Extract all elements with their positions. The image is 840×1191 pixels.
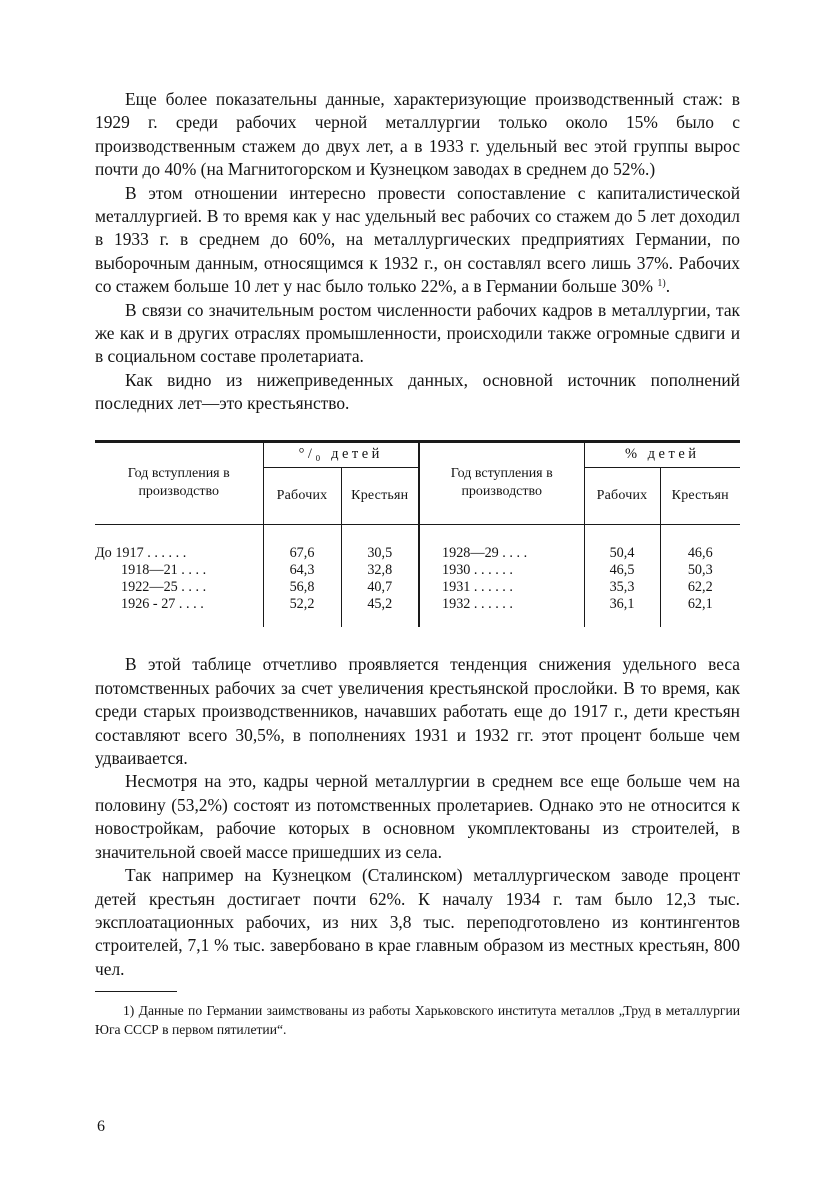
paragraph-3: В связи со значительным ростом численности рабочих кадров в металлургии, так же как и в других отраслях промышленности, происходили также огромные сдвиги и в социальном составе пролетариата. [95, 299, 740, 367]
paragraph-4: Как видно из нижеприведенных данных, основной источник пополнений последних лет—это крестьянство. [95, 369, 740, 414]
right-workers-values [584, 524, 660, 627]
col-workers-left: Рабочих [263, 467, 341, 524]
paragraph-5: В этой таблице отчетливо проявляется тенденция снижения удельного веса потомственных рабочих за счет увеличения крестьянской прослойки. В то время, как среди старых производственников, начавших работать еще до 1917 г., дети крестьян составляют всего 30,5%, в пополнениях 1931 и 1932 гг. этот процент больше чем удваивается. [95, 654, 740, 769]
year-header-right: Год вступления в производство [419, 441, 584, 524]
table-cell: 62,2 [687, 579, 713, 596]
table-row-label: 1932 . . . . . . [442, 596, 513, 613]
footnote-reference: 1) [657, 278, 666, 290]
col-peasants-right: Крестьян [660, 467, 740, 524]
right-labels [419, 524, 584, 627]
paragraph-2-text: В этом отношении интересно провести сопоставление с капиталистической металлургией. В то время как у нас удельный вес рабочих со стажем до 5 лет доходил в 1933 г. в среднем до 60%, на металлургических предприятиях Германии, по выборочным данным, относящимся к 1932 г., он составлял всего лишь 37%. Рабочих со стажем больше 10 лет у нас было только 22%, а в Германии больше 30% [95, 182, 740, 297]
table-cell: 46,5 [609, 561, 635, 578]
table-cell: 45,2 [367, 596, 393, 613]
table-cell: 67,6 [289, 544, 315, 561]
table-cell: 40,7 [367, 579, 393, 596]
table-cell: 56,8 [289, 579, 315, 596]
col-peasants-left: Крестьян [341, 467, 419, 524]
page-number: 6 [97, 1118, 105, 1135]
paragraph-2-end: . [665, 276, 671, 297]
text-after-table [95, 653, 740, 981]
page-body [95, 88, 740, 1039]
table-cell: 52,2 [289, 596, 315, 613]
left-labels [95, 524, 263, 627]
workers-origin-table [95, 440, 740, 628]
group-header-right: % детей [584, 441, 740, 467]
table-cell: 46,6 [687, 544, 713, 561]
table-cell: 50,3 [687, 561, 713, 578]
table-row-label: 1918—21 . . . . [121, 561, 207, 578]
table-cell: 35,3 [609, 579, 635, 596]
left-peasants-values [341, 524, 419, 627]
table-cell: 50,4 [609, 544, 635, 561]
group-header-left: °/₀ детей [263, 441, 419, 467]
table-cell: 36,1 [609, 596, 635, 613]
table-row-label: 1930 . . . . . . [442, 561, 513, 578]
table-row-label: 1922—25 . . . . [121, 579, 207, 596]
col-workers-right: Рабочих [584, 467, 660, 524]
footnote: 1) Данные по Германии заимствованы из работы Харьковского института металлов „Труд в металлургии Юга СССР в первом пятилетии“. [95, 1003, 740, 1037]
paragraph-2 [95, 182, 740, 299]
table-cell: 32,8 [367, 561, 393, 578]
year-header-left: Год вступления в производство [95, 441, 263, 524]
table-row-label: 1926 - 27 . . . . [121, 596, 204, 613]
paragraph-1: Еще более показательны данные, характеризующие производственный стаж: в 1929 г. среди рабочих черной металлургии только около 15% было с производственным стажем до двух лет, а в 1933 г. удельный вес этой группы вырос почти до 40% (на Магнитогорском и Кузнецком заводах в среднем до 52%.) [95, 89, 740, 180]
table-cell: 64,3 [289, 561, 315, 578]
footnote-divider [95, 991, 177, 992]
table-row-label: 1931 . . . . . . [442, 579, 513, 596]
left-workers-values [263, 524, 341, 627]
table-row-label: 1928—29 . . . . [442, 544, 528, 561]
paragraph-6: Несмотря на это, кадры черной металлургии в среднем все еще больше чем на половину (53,2%) состоят из потомственных пролетариев. Однако это не относится к новостройкам, рабочие которых в основном укомплектованы из строителей, в значительной своей массе пришедших из села. [95, 771, 740, 862]
paragraph-7: Так например на Кузнецком (Сталинском) металлургическом заводе процент детей крестьян достигает почти 62%. К началу 1934 г. там было 12,3 тыс. эксплоатационных рабочих, из них 3,8 тыс. переподготовлено из контингентов строителей, 7,1 % тыс. завербовано в крае главным образом из местных крестьян, 800 чел. [95, 865, 740, 979]
table-cell: 30,5 [367, 544, 393, 561]
right-peasants-values [660, 524, 740, 627]
table-row-label: До 1917 . . . . . . [95, 544, 187, 561]
table-cell: 62,1 [687, 596, 713, 613]
